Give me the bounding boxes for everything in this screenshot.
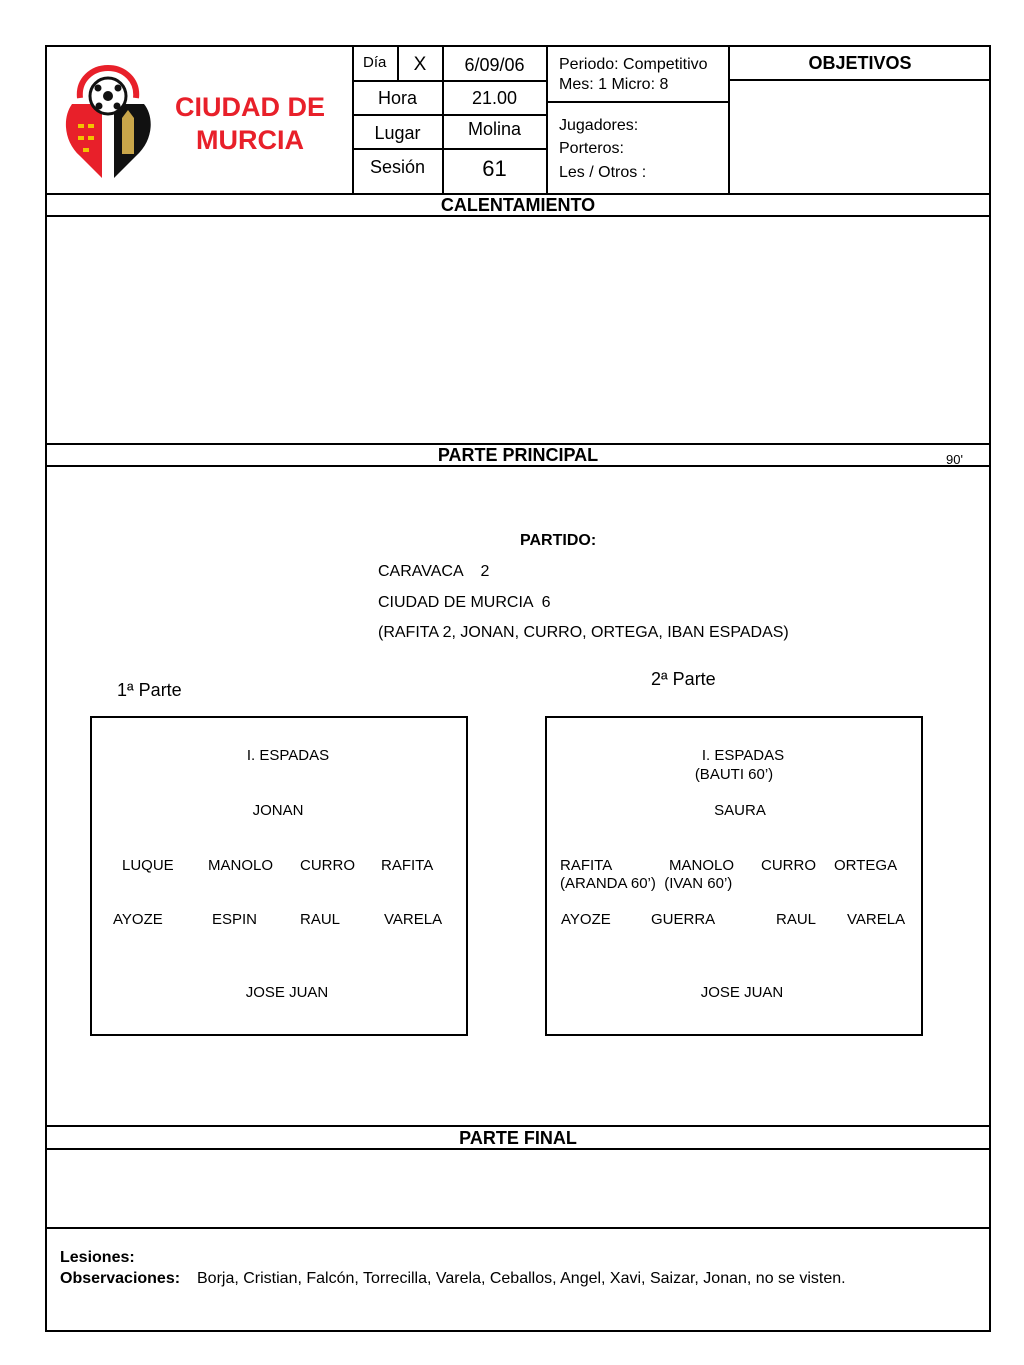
player: I. ESPADAS [701, 747, 785, 764]
player: RAFITA [560, 857, 613, 874]
duration-label: 90' [946, 452, 963, 467]
player: VARELA [847, 911, 906, 928]
divider [45, 1125, 991, 1127]
substitution-note: (ARANDA 60’) (IVAN 60’) [560, 875, 733, 892]
lugar-value: Molina [467, 119, 522, 139]
sesion-label: Sesión [369, 157, 426, 177]
player: ORTEGA [834, 857, 898, 874]
periodo-text: Periodo: Competitivo [559, 56, 708, 73]
match-line-2: CIUDAD DE MURCIA 6 [378, 594, 551, 611]
player: JONAN [252, 802, 304, 819]
player: CURRO [300, 857, 355, 874]
dia-label: Día [363, 54, 387, 71]
hora-value: 21.00 [471, 88, 518, 108]
sesion-value: 61 [482, 156, 507, 181]
player: CURRO [761, 857, 816, 874]
player: SAURA [714, 802, 766, 819]
date-value: 6/09/06 [464, 55, 525, 75]
substitution-note: (BAUTI 60’) [694, 766, 774, 783]
player: VARELA [384, 911, 443, 928]
otros-text: Les / Otros : [559, 164, 647, 181]
player: MANOLO [669, 857, 735, 874]
lesiones-label: Lesiones: [60, 1249, 135, 1266]
player: JOSE JUAN [245, 984, 329, 1001]
player: RAUL [300, 911, 341, 928]
match-line-1: CARAVACA 2 [378, 563, 490, 580]
calentamiento-heading: CALENTAMIENTO [440, 195, 596, 215]
parte-final-heading: PARTE FINAL [459, 1128, 577, 1148]
mes-micro-text: Mes: 1 Micro: 8 [559, 76, 669, 93]
player: RAUL [776, 911, 817, 928]
player: AYOZE [113, 911, 163, 928]
partido-title: PARTIDO: [520, 532, 597, 549]
divider [352, 80, 547, 82]
match-line-3: (RAFITA 2, JONAN, CURRO, ORTEGA, IBAN ESPADAS) [378, 624, 789, 641]
player: JOSE JUAN [700, 984, 784, 1001]
observaciones-label: Observaciones: [60, 1270, 181, 1287]
divider [728, 79, 991, 81]
divider [352, 114, 547, 116]
second-half-label: 2ª Parte [651, 669, 716, 689]
player: AYOZE [561, 911, 611, 928]
club-logo [58, 58, 160, 184]
player: GUERRA [651, 911, 716, 928]
objetivos-heading: OBJETIVOS [808, 53, 912, 73]
lugar-label: Lugar [374, 123, 421, 143]
observaciones-text: Borja, Cristian, Falcón, Torrecilla, Varela, Ceballos, Angel, Xavi, Saizar, Jonan, no se visten. [197, 1270, 846, 1287]
club-name-line1: CIUDAD DE [174, 92, 325, 122]
player: RAFITA [381, 857, 434, 874]
dia-mark: X [413, 54, 427, 75]
player: ESPIN [212, 911, 258, 928]
player: I. ESPADAS [246, 747, 330, 764]
divider [546, 45, 548, 194]
club-name-line2: MURCIA [196, 125, 304, 155]
hora-label: Hora [377, 88, 417, 108]
divider [546, 101, 729, 103]
player: LUQUE [122, 857, 174, 874]
parte-principal-heading: PARTE PRINCIPAL [437, 445, 599, 465]
divider [352, 148, 547, 150]
jugadores-text: Jugadores: [559, 117, 639, 134]
porteros-text: Porteros: [559, 140, 624, 157]
first-half-label: 1ª Parte [117, 680, 182, 700]
player: MANOLO [208, 857, 274, 874]
divider [45, 1227, 991, 1229]
